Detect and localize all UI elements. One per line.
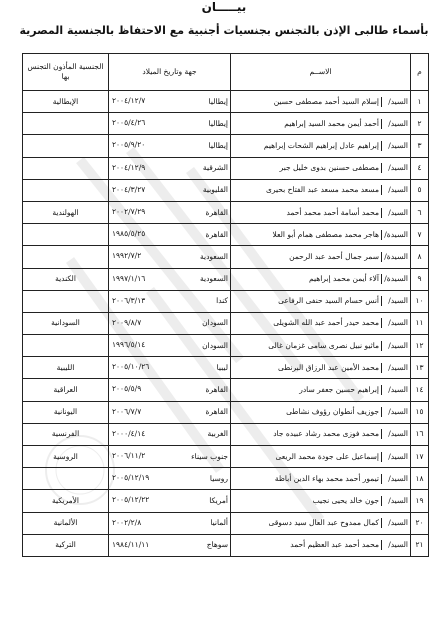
birth-place: القاهرة bbox=[205, 385, 228, 395]
authorized-nationality: الإيطالية bbox=[23, 91, 109, 113]
birth-place: أمريكا bbox=[209, 495, 228, 505]
table-row bbox=[23, 379, 429, 401]
applicant-name: محمد فوزى محمد رشاد عبيده جاد bbox=[273, 429, 379, 439]
authorized-nationality: اليونانية bbox=[23, 401, 109, 423]
applicant-name-cell bbox=[231, 91, 411, 113]
birth-date: ٢٠٠٦/٣/١٣ bbox=[112, 295, 146, 305]
birth-cell bbox=[109, 357, 231, 379]
row-number: ١١ bbox=[411, 312, 429, 334]
authorized-nationality bbox=[23, 335, 109, 357]
applicant-name: جون خالد يحيى نجيب bbox=[312, 495, 379, 505]
header-name: الاســم bbox=[231, 54, 411, 91]
applicant-name-cell bbox=[231, 335, 411, 357]
birth-date: ٢٠٠٩/٨/٧ bbox=[112, 317, 142, 327]
birth-date: ٢٠٠٥/٥/٩ bbox=[112, 384, 142, 394]
row-number: ٢١ bbox=[411, 534, 429, 556]
birth-place: القاهرة bbox=[205, 207, 228, 217]
row-number: ٥ bbox=[411, 179, 429, 201]
honorific: السيد/ bbox=[381, 518, 408, 528]
birth-cell bbox=[109, 157, 231, 179]
honorific: السيد/ bbox=[381, 385, 408, 395]
table-row bbox=[23, 312, 429, 334]
birth-cell bbox=[109, 335, 231, 357]
birth-date: ١٩٨٤/١١/١١ bbox=[112, 539, 150, 549]
applicant-name-cell bbox=[231, 268, 411, 290]
birth-place: الشرقية bbox=[202, 163, 228, 173]
table-row bbox=[23, 290, 429, 312]
applicant-name-cell bbox=[231, 157, 411, 179]
table-row bbox=[23, 423, 429, 445]
birth-place: سوهاج bbox=[206, 540, 228, 550]
birth-place: ليبيا bbox=[216, 362, 228, 372]
applicant-name: إسلام السيد أحمد مصطفى حسين bbox=[273, 96, 379, 106]
applicant-name-cell bbox=[231, 201, 411, 223]
birth-place: إيطاليا bbox=[208, 96, 228, 106]
authorized-nationality: العراقية bbox=[23, 379, 109, 401]
row-number: ٢ bbox=[411, 113, 429, 135]
applicants-table bbox=[22, 53, 429, 557]
applicant-name-cell bbox=[231, 113, 411, 135]
honorific: السيد/ bbox=[381, 163, 408, 173]
applicant-name-cell bbox=[231, 357, 411, 379]
honorific: السيد/ bbox=[381, 296, 408, 306]
applicant-name-cell bbox=[231, 534, 411, 556]
birth-place: إيطاليا bbox=[208, 140, 228, 150]
birth-place: القليوبية bbox=[202, 185, 228, 195]
birth-cell bbox=[109, 268, 231, 290]
honorific: السيد/ bbox=[381, 452, 408, 462]
honorific: السيد/ bbox=[381, 363, 408, 373]
birth-date: ١٩٨٥/٥/٢٥ bbox=[112, 229, 146, 239]
honorific: السيد/ bbox=[381, 540, 408, 550]
table-row bbox=[23, 113, 429, 135]
birth-place: السعودية bbox=[199, 251, 228, 261]
birth-date: ١٩٩٦/٥/١٤ bbox=[112, 340, 146, 350]
applicant-name: سمر جمال أحمد عبد الرحمن bbox=[289, 251, 379, 261]
birth-date: ٢٠٠٤/١٢/٩ bbox=[112, 162, 146, 172]
birth-date: ٢٠٠٥/١٠/٢٦ bbox=[112, 362, 150, 372]
table-row bbox=[23, 335, 429, 357]
applicant-name: محمد أحمد عبد العظيم أحمد bbox=[290, 540, 379, 550]
applicant-name: محمد أسامة أحمد محمد أحمد bbox=[286, 207, 379, 217]
authorized-nationality: الكندية bbox=[23, 268, 109, 290]
applicant-name: أنس حسام السيد حنفى الرفاعى bbox=[278, 296, 379, 306]
row-number: ١٧ bbox=[411, 446, 429, 468]
applicant-name-cell bbox=[231, 179, 411, 201]
birth-place: السودان bbox=[202, 340, 228, 350]
birth-date: ٢٠٠٦/١١/٢ bbox=[112, 451, 146, 460]
table-row bbox=[23, 91, 429, 113]
authorized-nationality: السودانية bbox=[23, 312, 109, 334]
table-row bbox=[23, 357, 429, 379]
birth-date: ٢٠٠٦/٧/٧ bbox=[112, 406, 142, 416]
row-number: ١٦ bbox=[411, 423, 429, 445]
birth-place: القاهرة bbox=[205, 407, 228, 417]
table-row bbox=[23, 401, 429, 423]
table-row bbox=[23, 534, 429, 556]
row-number: ٣ bbox=[411, 135, 429, 157]
authorized-nationality bbox=[23, 157, 109, 179]
row-number: ٧ bbox=[411, 224, 429, 246]
applicant-name-cell bbox=[231, 135, 411, 157]
birth-cell bbox=[109, 379, 231, 401]
row-number: ١٠ bbox=[411, 290, 429, 312]
table-body bbox=[23, 91, 429, 557]
row-number: ١٣ bbox=[411, 357, 429, 379]
birth-date: ٢٠٠٥/٤/٢٦ bbox=[112, 118, 146, 128]
applicant-name: محمد الأمين عبد الرزاق البرنطى bbox=[278, 362, 379, 372]
birth-date: ٢٠٠٢/٧/٢٩ bbox=[112, 206, 146, 216]
honorific: السيدة/ bbox=[381, 274, 408, 284]
row-number: ٢٠ bbox=[411, 512, 429, 534]
birth-cell bbox=[109, 290, 231, 312]
applicant-name-cell bbox=[231, 224, 411, 246]
honorific: السيد/ bbox=[381, 141, 408, 151]
applicant-name: إبراهيم عادل إبراهيم الشحات إبراهيم bbox=[263, 140, 379, 150]
table-row bbox=[23, 179, 429, 201]
applicant-name: آلاء أيمن محمد إبراهيم bbox=[309, 274, 379, 284]
authorized-nationality: الهولندية bbox=[23, 201, 109, 223]
document-subheading: بأسماء طالبى الإذن بالتجنس بجنسيات أجنبية مع الاحتفاظ بالجنسية المصرية bbox=[19, 24, 429, 37]
row-number: ١ bbox=[411, 91, 429, 113]
authorized-nationality bbox=[23, 246, 109, 268]
header-nationality: الجنسية المأذون التجنس بها bbox=[23, 54, 109, 91]
birth-place: السعودية bbox=[199, 274, 228, 284]
birth-cell bbox=[109, 113, 231, 135]
birth-cell bbox=[109, 224, 231, 246]
honorific: السيد/ bbox=[381, 208, 408, 218]
table-row bbox=[23, 268, 429, 290]
birth-cell bbox=[109, 423, 231, 445]
row-number: ١٥ bbox=[411, 401, 429, 423]
authorized-nationality: التركية bbox=[23, 534, 109, 556]
applicant-name-cell bbox=[231, 490, 411, 512]
authorized-nationality: الروسية bbox=[23, 446, 109, 468]
honorific: السيد/ bbox=[381, 119, 408, 129]
applicant-name: تيمور أحمد محمد بهاء الدين أباظة bbox=[274, 473, 379, 483]
table-row bbox=[23, 490, 429, 512]
honorific: السيد/ bbox=[381, 185, 408, 195]
row-number: ٩ bbox=[411, 268, 429, 290]
birth-place: القاهرة bbox=[205, 229, 228, 239]
applicant-name-cell bbox=[231, 446, 411, 468]
applicant-name-cell bbox=[231, 423, 411, 445]
authorized-nationality bbox=[23, 290, 109, 312]
honorific: السيد/ bbox=[381, 429, 408, 439]
birth-cell bbox=[109, 91, 231, 113]
applicant-name-cell bbox=[231, 379, 411, 401]
applicant-name-cell bbox=[231, 246, 411, 268]
birth-place: السودان bbox=[202, 318, 228, 328]
table-row bbox=[23, 201, 429, 223]
birth-cell bbox=[109, 312, 231, 334]
birth-cell bbox=[109, 201, 231, 223]
birth-place: إيطاليا bbox=[208, 118, 228, 128]
applicant-name: جوزيف أنطوان رؤوف نشاطى bbox=[286, 407, 379, 417]
table-row bbox=[23, 446, 429, 468]
honorific: السيد/ bbox=[381, 318, 408, 328]
table-row bbox=[23, 468, 429, 490]
table-row bbox=[23, 512, 429, 534]
birth-cell bbox=[109, 490, 231, 512]
birth-date: ٢٠٠٤/٣/٢٧ bbox=[112, 184, 146, 194]
birth-cell bbox=[109, 135, 231, 157]
honorific: السيد/ bbox=[381, 474, 408, 484]
applicant-name: مصطفى حسنين بدوى خليل جبر bbox=[279, 163, 379, 173]
birth-cell bbox=[109, 401, 231, 423]
table-header-row bbox=[23, 54, 429, 91]
table-row bbox=[23, 224, 429, 246]
row-number: ٨ bbox=[411, 246, 429, 268]
applicant-name-cell bbox=[231, 312, 411, 334]
birth-date: ٢٠٠٥/٩/٢٠ bbox=[112, 140, 146, 150]
birth-place: روسيا bbox=[209, 473, 228, 483]
honorific: السيد/ bbox=[381, 341, 408, 351]
honorific: السيدة/ bbox=[381, 230, 408, 240]
birth-date: ٢٠٠٢/٢/٨ bbox=[112, 517, 142, 527]
authorized-nationality bbox=[23, 135, 109, 157]
applicant-name-cell bbox=[231, 401, 411, 423]
row-number: ١٤ bbox=[411, 379, 429, 401]
applicant-name: إبراهيم حسين جعفر سادر bbox=[299, 385, 379, 395]
applicant-name-cell bbox=[231, 468, 411, 490]
row-number: ٦ bbox=[411, 201, 429, 223]
header-number: م bbox=[411, 54, 429, 91]
birth-date: ٢٠٠٠/٤/١٤ bbox=[112, 428, 146, 438]
applicant-name: أحمد أيمن محمد السيد إبراهيم bbox=[284, 118, 379, 128]
applicant-name-cell bbox=[231, 290, 411, 312]
authorized-nationality: الألمانية bbox=[23, 512, 109, 534]
authorized-nationality bbox=[23, 224, 109, 246]
birth-place: جنوب سيناء bbox=[191, 451, 228, 461]
birth-cell bbox=[109, 446, 231, 468]
birth-cell bbox=[109, 468, 231, 490]
birth-date: ١٩٩٢/٧/٢ bbox=[112, 251, 142, 261]
applicant-name: هاجر محمد مصطفى همام أبو العلا bbox=[272, 229, 379, 239]
birth-cell bbox=[109, 512, 231, 534]
birth-date: ٢٠٠٥/١٢/١٩ bbox=[112, 473, 150, 483]
birth-date: ٢٠٠٥/١٢/٢٢ bbox=[112, 495, 150, 505]
honorific: السيد/ bbox=[381, 97, 408, 107]
birth-place: ألمانيا bbox=[210, 518, 228, 528]
applicant-name: ماثيو نبيل نصرى سامى غزمان غالى bbox=[268, 340, 379, 350]
row-number: ٤ bbox=[411, 157, 429, 179]
birth-date: ١٩٩٧/١/١٦ bbox=[112, 273, 146, 283]
table-row bbox=[23, 157, 429, 179]
row-number: ١٢ bbox=[411, 335, 429, 357]
birth-cell bbox=[109, 246, 231, 268]
applicant-name-cell bbox=[231, 512, 411, 534]
birth-cell bbox=[109, 534, 231, 556]
row-number: ١٨ bbox=[411, 468, 429, 490]
authorized-nationality bbox=[23, 468, 109, 490]
header-birth: جهة وتاريخ الميلاد bbox=[109, 54, 231, 91]
row-number: ١٩ bbox=[411, 490, 429, 512]
applicant-name: مسعد محمد مسعد عبد الفتاح بحيرى bbox=[265, 185, 379, 195]
honorific: السيد/ bbox=[381, 496, 408, 506]
honorific: السيدة/ bbox=[381, 252, 408, 262]
table-row bbox=[23, 135, 429, 157]
authorized-nationality: الأمريكية bbox=[23, 490, 109, 512]
birth-cell bbox=[109, 179, 231, 201]
honorific: السيد/ bbox=[381, 407, 408, 417]
birth-place: الغربية bbox=[207, 429, 228, 439]
birth-date: ٢٠٠٤/١٢/٧ bbox=[112, 96, 146, 105]
document-heading: بيـــــان bbox=[201, 0, 247, 14]
authorized-nationality bbox=[23, 113, 109, 135]
table-row bbox=[23, 246, 429, 268]
birth-place: كندا bbox=[216, 296, 228, 306]
authorized-nationality: الليبية bbox=[23, 357, 109, 379]
authorized-nationality bbox=[23, 179, 109, 201]
authorized-nationality: الفرنسية bbox=[23, 423, 109, 445]
applicant-name: كمال ممدوح عبد العال سيد دسوقى bbox=[268, 518, 379, 528]
applicant-name: محمد حيدر أحمد عبد الله الشويلى bbox=[273, 318, 379, 328]
applicant-name: إسماعيل على جودة محمد الريعى bbox=[275, 451, 379, 461]
